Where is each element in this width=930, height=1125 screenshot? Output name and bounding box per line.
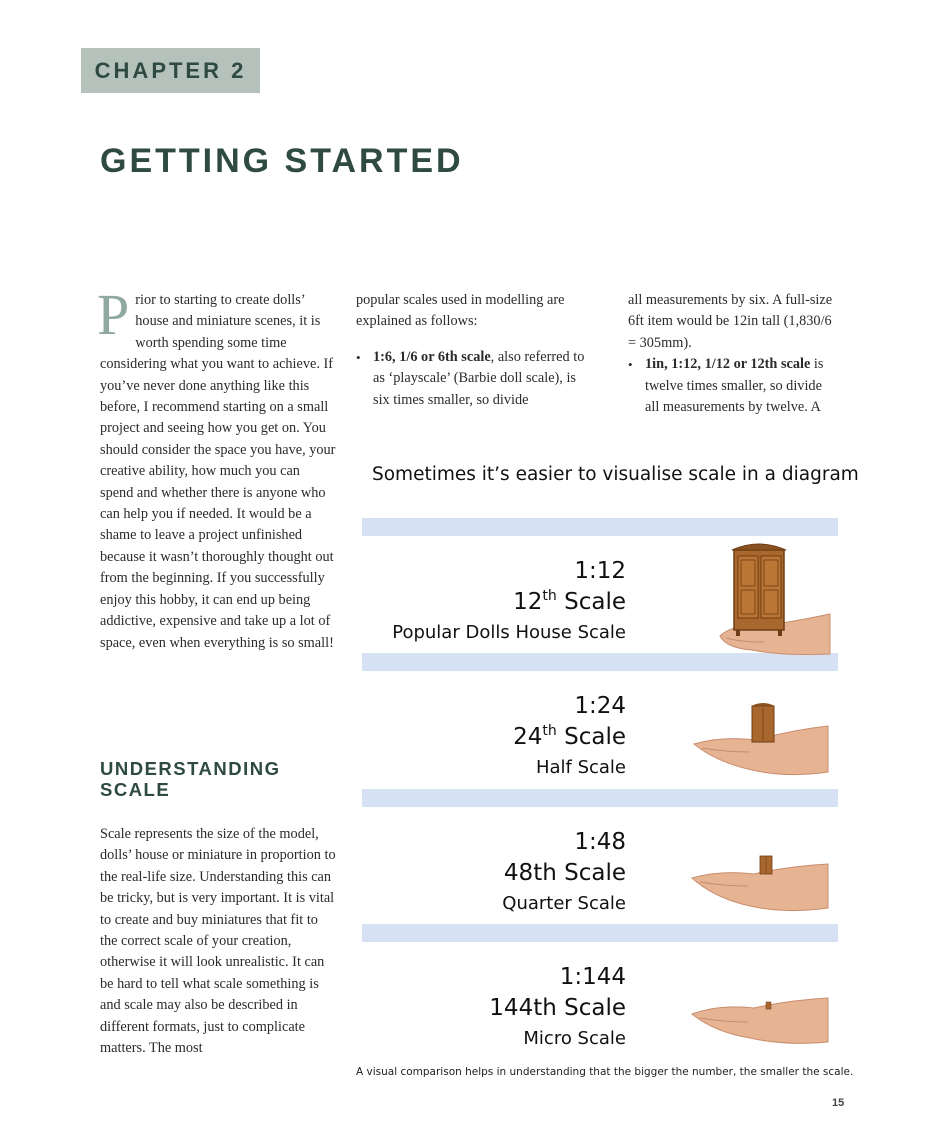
scale-block-24 bbox=[380, 691, 626, 783]
scale-ratio: 1:24 bbox=[574, 693, 626, 719]
section-column bbox=[100, 824, 336, 1059]
scale-block-48 bbox=[380, 827, 626, 919]
list-item bbox=[628, 354, 838, 418]
piece-on-hand-144-illustration bbox=[690, 992, 832, 1048]
bullet2-bold: 1in, 1:12, 1/12 or 12th scale bbox=[645, 356, 811, 373]
bullet1-bold: 1:6, 1/6 or 6th scale bbox=[373, 348, 491, 365]
scale-name: 12th Scale bbox=[513, 588, 626, 615]
drop-cap: P bbox=[97, 282, 130, 347]
diagram-band bbox=[362, 789, 838, 807]
diagram-title: Sometimes it’s easier to visualise scale in a diagram bbox=[372, 464, 859, 485]
scale-ratio: 1:48 bbox=[574, 829, 626, 855]
intro-text: rior to starting to create dolls’ house and miniature scenes, it is worth spending some time considering what you want to achieve. If you’ve never done anything like this before, I recommend starting on a small project and seeing how you get on. You should consider the space you have, your creative ability, how much you can spend and whether there is anyone who can help you if needed. It would be a shame to leave a project unfinished because it wasn’t thoroughly thought out from the beginning. If you successfully enjoy this hobby, it can end up being addictive, expensive and take up a lot of space, even when everything is so small! bbox=[100, 292, 336, 651]
column3-paragraph: all measurements by six. A full-size 6ft item would be 12in tall (1,830/6 = 305mm). bbox=[628, 292, 833, 351]
figure-caption: A visual comparison helps in understanding that the bigger the number, the smaller the scale. bbox=[356, 1066, 854, 1078]
column2-paragraph: popular scales used in modelling are explained as follows: bbox=[356, 292, 565, 330]
diagram-band bbox=[362, 924, 838, 942]
intro-paragraph bbox=[97, 282, 336, 654]
wardrobe-on-hand-24-illustration bbox=[692, 700, 832, 778]
chapter-title: GETTING STARTED bbox=[100, 142, 464, 180]
second-column bbox=[356, 290, 596, 411]
section-paragraph: Scale represents the size of the model, dolls’ house or miniature in proportion to the real-life size. Understanding this can be tricky, but is very important. It is vital to create and buy miniatures that fit to the correct scale of your creation, otherwise it will look unrealistic. It can be hard to tell what scale something is and scale may also be described in different formats, just to complicate matters. The most bbox=[100, 826, 336, 1057]
scale-ratio: 1:12 bbox=[574, 558, 626, 584]
scale-list-continued bbox=[628, 354, 838, 418]
chapter-label: CHAPTER 2 bbox=[81, 48, 260, 93]
scale-name: 24th Scale bbox=[513, 723, 626, 750]
third-column bbox=[628, 290, 838, 418]
scale-name: 144th Scale bbox=[489, 995, 626, 1021]
intro-column bbox=[97, 282, 336, 654]
scale-block-12 bbox=[380, 556, 626, 648]
bullet2-text: is twelve times smaller, so divide all measurements by twelve. A bbox=[645, 356, 824, 416]
scale-description: Popular Dolls House Scale bbox=[392, 622, 626, 643]
section-heading: UNDERSTANDING SCALE bbox=[100, 758, 281, 800]
wardrobe-on-hand-48-illustration bbox=[690, 852, 832, 916]
scale-name: 48th Scale bbox=[503, 860, 626, 886]
scale-description: Half Scale bbox=[535, 757, 626, 778]
wardrobe-on-hand-12-illustration bbox=[712, 538, 832, 656]
page-number: 15 bbox=[832, 1097, 845, 1109]
scale-list bbox=[356, 347, 596, 411]
scale-ratio: 1:144 bbox=[559, 964, 626, 990]
scale-description: Quarter Scale bbox=[502, 893, 626, 914]
scale-block-144 bbox=[380, 962, 626, 1054]
bullet1-text: , also referred to as ‘playscale’ (Barbie doll scale), is six times smaller, so divide bbox=[373, 348, 585, 408]
list-item bbox=[356, 347, 596, 411]
scale-description: Micro Scale bbox=[523, 1028, 626, 1049]
diagram-band bbox=[362, 518, 838, 536]
